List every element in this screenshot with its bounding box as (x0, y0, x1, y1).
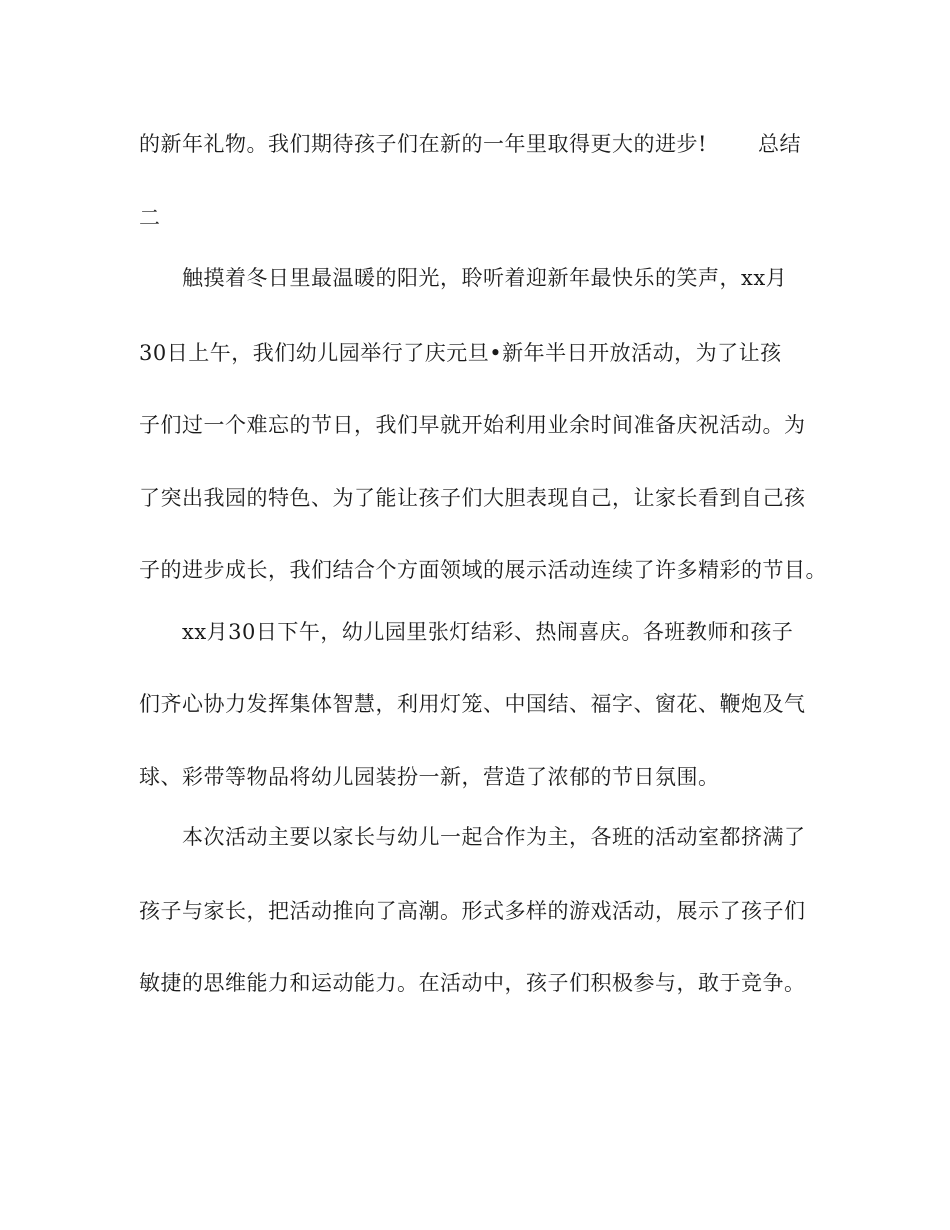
text-line-8: xx月30日下午，幼儿园里张灯结彩、热闹喜庆。各班教师和孩子 (182, 620, 794, 644)
text-line-3: 触摸着冬日里最温暖的阳光，聆听着迎新年最快乐的笑声，xx月 (182, 266, 788, 290)
section-heading: 总结 (758, 132, 801, 156)
text-line-12: 孩子与家长，把活动推向了高潮。形式多样的游戏活动，展示了孩子们 (139, 899, 806, 923)
text-line-9: 们齐心协力发挥集体智慧，利用灯笼、中国结、福字、窗花、鞭炮及气 (139, 692, 806, 716)
text-line-10: 球、彩带等物品将幼儿园装扮一新，营造了浓郁的节日氛围。 (139, 765, 720, 789)
text-line-5: 子们过一个难忘的节日，我们早就开始利用业余时间准备庆祝活动。为 (139, 413, 806, 437)
text-line-2: 二 (139, 206, 161, 230)
text-line-6: 了突出我园的特色、为了能让孩子们大胆表现自己，让家长看到自己孩 (139, 486, 806, 510)
text-line-4: 30日上午，我们幼儿园举行了庆元旦•新年半日开放活动，为了让孩 (139, 341, 782, 365)
text-line-7: 子的进步成长，我们结合个方面领域的展示活动连续了许多精彩的节目。 (139, 558, 827, 582)
text-line-11: 本次活动主要以家长与幼儿一起合作为主，各班的活动室都挤满了 (182, 825, 806, 849)
text-line-13: 敏捷的思维能力和运动能力。在活动中，孩子们积极参与，敢于竞争。 (139, 971, 806, 995)
text-line-1: 的新年礼物。我们期待孩子们在新的一年里取得更大的进步! (139, 132, 707, 156)
